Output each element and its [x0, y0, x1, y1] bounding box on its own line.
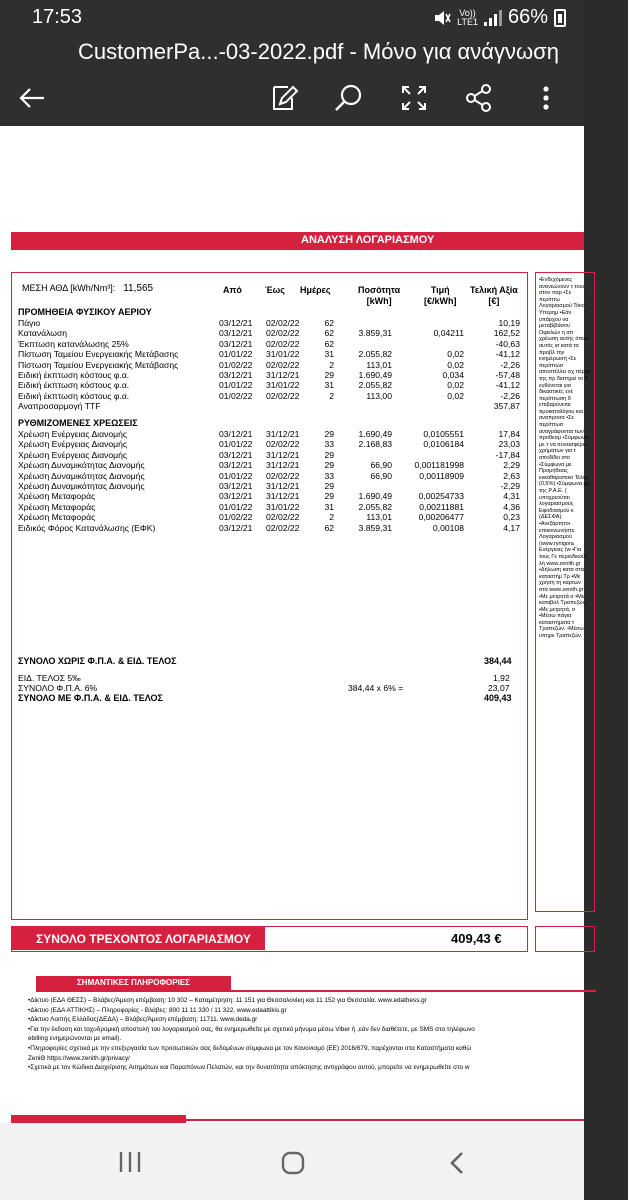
table-cell: -17,84	[495, 449, 520, 460]
table-cell: 31	[324, 501, 334, 512]
edit-icon[interactable]	[268, 82, 300, 114]
table-cell: Χρέωση Ενέργειας Διανομής	[18, 449, 128, 460]
table-cell: 03/12/21	[219, 370, 253, 380]
supply-title: ΠΡΟΜΗΘΕΙΑ ΦΥΣΙΚΟΥ ΑΕΡΙΟΥ	[18, 307, 152, 317]
table-cell: 29	[324, 460, 334, 471]
table-cell: 4,31	[503, 491, 520, 502]
footer-bar	[11, 1115, 186, 1123]
table-cell: -2,29	[500, 481, 520, 491]
navigation-bar	[0, 1123, 584, 1200]
total-side-box	[535, 926, 595, 952]
info-line: •Για την έκδοση και ταχυδρομική αποστολή του λογαριασμού σας, θα ενημερωθείτε με σχετικό μήνυμα μέσω Viber ή ,εάν δεν διαθέτετε, με SMS στο τηλέφωνο	[28, 1025, 475, 1033]
table-cell: 2.055,82	[358, 501, 392, 512]
table-cell: Ειδική έκπτωση κόστους φ.α.	[18, 390, 130, 401]
table-cell: Χρέωση Μεταφοράς	[18, 491, 96, 502]
table-cell: 29	[324, 481, 334, 491]
table-cell: Ειδικός Φόρος Κατανάλωσης (ΕΦΚ)	[18, 522, 156, 533]
footer-line	[186, 1119, 584, 1121]
table-cell: 0,02	[447, 359, 464, 370]
table-cell: -40,63	[495, 338, 520, 349]
table-cell: 01/01/22	[219, 439, 253, 450]
table-cell: Χρέωση Μεταφοράς	[18, 512, 96, 523]
table-cell: 2.168,83	[358, 439, 392, 450]
table-cell: 31/12/21	[266, 449, 300, 460]
table-cell: 0,00118909	[419, 470, 464, 481]
info-line: •Πληροφορίες σχετικά με την επεξεργασία των προσωπικών σας δεδομένων σύμφωνα με τον Κανονισμό (ΕΕ) 2016/679, παρέχονται στα Καταστήματα καθώ	[28, 1044, 472, 1052]
table-cell: 33	[324, 470, 334, 481]
table-cell: 31	[324, 380, 334, 391]
table-cell: 0,034	[442, 370, 464, 380]
table-cell: 0,001181998	[414, 460, 464, 471]
table-cell: 29	[324, 491, 334, 502]
table-cell: Κατανάλωση	[18, 328, 68, 339]
col-qty: Ποσότητα [kWh]	[358, 285, 401, 306]
toolbar	[0, 70, 584, 126]
table-cell: 31/12/21	[266, 460, 300, 471]
table-cell: -2,26	[500, 390, 520, 401]
table-cell: 31/12/21	[266, 481, 300, 491]
subtotal-value: 384,44	[484, 656, 512, 666]
table-cell: 02/02/22	[266, 470, 300, 481]
table-cell: 23,03	[498, 439, 520, 450]
info-tab: ΣΗΜΑΝΤΙΚΕΣ ΠΛΗΡΟΦΟΡΙΕΣ	[36, 976, 231, 990]
table-cell: 2,29	[503, 460, 520, 471]
mute-icon	[433, 9, 451, 27]
tax-value: 1,92	[493, 673, 510, 683]
bill-analysis-box	[11, 272, 528, 920]
subtotal-label: ΣΥΝΟΛΟ ΧΩΡΙΣ Φ.Π.Α. & ΕΙΔ. ΤΕΛΟΣ	[18, 656, 177, 666]
status-icons	[433, 6, 566, 29]
table-cell: Πάγιο	[18, 318, 41, 328]
table-cell: 03/12/21	[219, 328, 253, 339]
info-line: •Δίκτυο (ΕΔΑ ΘΕΣΣ) – Βλάβες/Άμεση επέμβαση: 10 302 – Καταμέτρηση: 11 151 για Θεσσαλονίκη και 11 152 για Θεσσαλία. www.edathess.gr	[28, 997, 427, 1004]
table-cell: 0,02	[447, 380, 464, 391]
back-icon[interactable]	[448, 1151, 466, 1180]
table-cell: 03/12/21	[219, 491, 253, 502]
recents-icon[interactable]	[118, 1151, 142, 1178]
back-arrow-icon[interactable]	[16, 82, 48, 114]
table-cell: Χρέωση Ενέργειας Διανομής	[18, 439, 128, 450]
col-to: Έως	[265, 285, 285, 295]
table-cell: 33	[324, 439, 334, 450]
table-cell: Ειδική έκπτωση κόστους φ.α.	[18, 370, 130, 380]
table-cell: 3.859,31	[358, 522, 392, 533]
table-cell: 29	[324, 429, 334, 439]
table-cell: 3.859,31	[358, 328, 392, 339]
regulated-title: ΡΥΘΜΙΖΟΜΕΝΕΣ ΧΡΕΩΣΕΙΣ	[18, 418, 138, 428]
table-cell: 2	[329, 390, 334, 401]
home-icon[interactable]	[281, 1151, 305, 1180]
table-cell: 0,00254733	[418, 491, 464, 502]
table-cell: 113,01	[366, 359, 392, 370]
table-cell: 4,36	[503, 501, 520, 512]
vat-value: 23,07	[488, 683, 510, 693]
table-cell: 01/01/22	[219, 501, 253, 512]
section-banner: ΑΝΑΛΥΣΗ ΛΟΓΑΡΙΑΣΜΟΥ	[11, 232, 584, 250]
battery-icon	[554, 9, 566, 27]
table-cell: 03/12/21	[219, 318, 253, 328]
table-cell: Χρέωση Ενέργειας Διανομής	[18, 429, 128, 439]
table-cell: 2	[329, 512, 334, 523]
table-cell: 01/01/22	[219, 470, 253, 481]
current-total-label: ΣΥΝΟΛΟ ΤΡΕΧΟΝΤΟΣ ΛΟΓΑΡΙΑΣΜΟΥ	[12, 927, 265, 950]
table-cell: 02/02/22	[266, 522, 300, 533]
table-cell: 1.690,49	[358, 491, 392, 502]
table-cell: 29	[324, 449, 334, 460]
info-line: ZeniΘ https://www.zenith.gr/privacy/	[28, 1054, 130, 1062]
grand-value: 409,43	[484, 693, 512, 703]
search-icon[interactable]	[333, 82, 365, 114]
table-cell: Πίστωση Ταμείου Ενεργειακής Μετάβασης	[18, 349, 179, 360]
info-line: ebilling ενημερώνονται με email).	[28, 1035, 122, 1043]
col-from: Από	[223, 285, 242, 295]
table-cell: 02/02/22	[266, 390, 300, 401]
table-cell: Αναπροσαρμογή TTF	[18, 401, 101, 412]
table-cell: 03/12/21	[219, 338, 253, 349]
table-cell: 62	[324, 522, 334, 533]
table-cell: 0,02	[447, 349, 464, 360]
table-cell: 17,84	[498, 429, 520, 439]
table-cell: 29	[324, 370, 334, 380]
table-cell: 31	[324, 349, 334, 360]
info-divider	[36, 990, 596, 992]
table-cell: 31/01/22	[266, 501, 300, 512]
tax-label: ΕΙΔ. ΤΕΛΟΣ 5‰	[18, 673, 81, 683]
table-cell: -41,12	[495, 349, 520, 360]
table-cell: 62	[324, 338, 334, 349]
info-text	[28, 996, 628, 1073]
table-cell: 01/01/22	[219, 349, 253, 360]
table-cell: 31/12/21	[266, 491, 300, 502]
table-cell: 0,00211881	[419, 501, 464, 512]
battery-percent: 66%	[507, 6, 548, 28]
current-total-value: 409,43 €	[451, 931, 502, 946]
more-vert-icon[interactable]	[530, 82, 562, 114]
table-cell: 10,19	[498, 318, 520, 328]
table-cell: 02/02/22	[266, 328, 300, 339]
table-cell: 0,04211	[433, 328, 464, 339]
table-cell: 0,0105551	[423, 429, 464, 439]
table-cell: 2.055,82	[358, 380, 392, 391]
lte-indicator: Vo)) LTE1	[457, 7, 478, 27]
table-cell: 02/02/22	[266, 439, 300, 450]
col-price: Τιμή [€/kWh]	[424, 285, 457, 306]
table-cell: 0,23	[503, 512, 520, 523]
table-cell: 03/12/21	[219, 460, 253, 471]
table-cell: 0,00108	[432, 522, 464, 533]
pdf-page[interactable]	[0, 126, 591, 1123]
table-cell: 66,90	[370, 460, 392, 471]
table-cell: 31/12/21	[266, 429, 300, 439]
table-cell: Πίστωση Ταμείου Ενεργειακής Μετάβασης	[18, 359, 179, 370]
table-cell: 162,52	[493, 328, 520, 339]
table-cell: 113,01	[366, 512, 392, 523]
table-cell: 0,0106184	[423, 439, 464, 450]
info-line: •Δίκτυο Λοιπής Ελλάδας(ΔΕΔΑ) – Βλάβες/Άμεση επέμβαση: 11711. www.deda.gr	[28, 1016, 258, 1024]
table-cell: 0,02	[447, 390, 464, 401]
table-cell: 31/12/21	[266, 370, 300, 380]
signal-icon	[484, 10, 502, 26]
table-cell: 4,17	[503, 522, 520, 533]
table-cell: Χρέωση Μεταφοράς	[18, 501, 96, 512]
table-cell: 02/02/22	[266, 338, 300, 349]
table-cell: 2.055,82	[358, 349, 392, 360]
table-cell: Ειδική έκπτωση κόστους φ.α.	[18, 380, 130, 391]
vat-calc: 384,44 x 6% =	[348, 683, 404, 693]
table-cell: 01/02/22	[219, 390, 253, 401]
table-cell: 357,87	[493, 401, 520, 412]
table-cell: 02/02/22	[266, 318, 300, 328]
table-cell: 31/01/22	[266, 380, 300, 391]
table-cell: 62	[324, 318, 334, 328]
col-total: Τελική Αξία [€]	[470, 285, 518, 306]
table-cell: 03/12/21	[219, 522, 253, 533]
status-time: 17:53	[32, 6, 83, 28]
status-bar	[0, 0, 584, 36]
table-cell: 0,00206477	[418, 512, 464, 523]
title-bar	[0, 36, 584, 70]
table-cell: -41,12	[495, 380, 520, 391]
table-cell: 01/02/22	[219, 359, 253, 370]
table-cell: Χρέωση Δυναμικότητας Διανομής	[18, 470, 145, 481]
table-cell: 03/12/21	[219, 481, 253, 491]
fullscreen-icon[interactable]	[398, 82, 430, 114]
table-cell: 2,63	[503, 470, 520, 481]
info-line: •Δίκτυο (ΕΔΑ ΑΤΤΙΚΗΣ) – Πληροφορίες - Βλάβες: 800 11 11 330 / 11 322. www.edaattikis.gr	[28, 1006, 287, 1014]
table-cell: -57,48	[495, 370, 520, 380]
table-cell: 01/02/22	[219, 512, 253, 523]
table-cell: 1.690,49	[358, 370, 392, 380]
table-cell: 66,90	[370, 470, 392, 481]
document-title: CustomerPa...-03-2022.pdf - Μόνο για ανάγνωση	[78, 39, 559, 64]
table-cell: 31/01/22	[266, 349, 300, 360]
vat-label: ΣΥΝΟΛΟ Φ.Π.Α. 6%	[18, 683, 98, 693]
table-cell: 113,00	[366, 390, 392, 401]
avg-gcv: ΜΕΣΗ ΑΘΔ [kWh/Nm³]: 11,565	[22, 283, 154, 294]
table-cell: 1.690,49	[358, 429, 392, 439]
table-cell: Έκπτωση κατανάλωσης 25%	[18, 338, 129, 349]
table-cell: 2	[329, 359, 334, 370]
col-days: Ημέρες	[300, 285, 331, 295]
table-cell: 01/01/22	[219, 380, 253, 391]
table-cell: -2,26	[500, 359, 520, 370]
grand-label: ΣΥΝΟΛΟ ΜΕ Φ.Π.Α. & ΕΙΔ. ΤΕΛΟΣ	[18, 693, 163, 703]
share-icon[interactable]	[463, 82, 495, 114]
table-cell: 03/12/21	[219, 429, 253, 439]
table-cell: Χρέωση Δυναμικότητας Διανομής	[18, 481, 145, 491]
table-cell: Χρέωση Δυναμικότητας Διανομής	[18, 460, 145, 471]
table-cell: 03/12/21	[219, 449, 253, 460]
table-cell: 02/02/22	[266, 512, 300, 523]
current-total-row	[11, 926, 528, 952]
side-notes: •Ενδεχόμενες ανανεώνουν τ τους στον παρ •Σε περίπτω Λογαριασμού Τόκο Υπερημ •Εάν υπάρχου να μεταβιβάσου Οφειλών η απ χρέωση αυτής όπως αυτός ισ κατά τα προβλ την ενημέρωση •Σε περίπτωσ αποστέλλει σχ πέρας της πρ διατηρεί το δ ευθύνεται για δικαστικές ενέ περίπτωση δ επιβαρύνεται τιμοκαταλόγου και αναπροσα •Σε περίπτωσ αναγράφονται των προθεσμ •Σύμφωνα με τ να συνεισφέρω χρήματων για τ αποδίδει στο •Σύμφωνα με Προμήθειας εκκαθαριστικο Τέλος (0,5%) •Σύμφωνα με της Ρ.Α.Ε. ( υποχρεούται λογαριασμούς Εφοδιασμού κ (ΔΕΣΦΑ). •Ανεξάρτητοι επικοινωνήστε Λογαριασμού (www.rynigora Ενέργειας (w •Για τους Γε περιοδικούς λή www.zenith.gr •Δήλωση κατα στα καταστήμ Τρ •Με χρήση τη καρτών στα www.zenith.gr •Με μετρητά σ •Με καταβολ Τραπεζών. •Με μετρητά, σ •Μέσω πάγια καταστήματα τ Τραπεζών. •Μέσω υπηρε Τραπεζών.	[535, 272, 595, 912]
table-cell: 02/02/22	[266, 359, 300, 370]
table-cell: 62	[324, 328, 334, 339]
info-line: •Σχετικά με τον Κώδικα Διαχείρισης Αιτημάτων και Παραπόνων Πελατών, και την δυνατότητα απόκτησης αντιγράφου αυτού, μπορείτε να ενημερωθείτε στο w	[28, 1064, 470, 1072]
